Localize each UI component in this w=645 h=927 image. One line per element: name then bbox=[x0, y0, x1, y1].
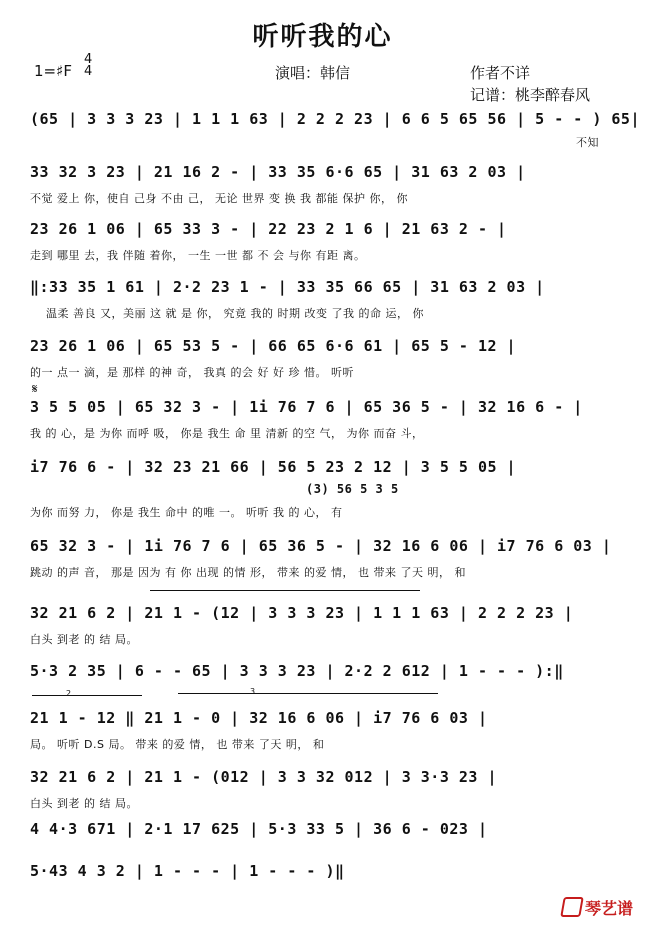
time-numerator: 4 bbox=[84, 52, 93, 67]
logo-icon bbox=[560, 897, 584, 917]
notation-row-9: 32 21 6 2 | 21 1 - (12 | 3 3 3 23 | 1 1 1 63 | 2 2 2 23 | bbox=[30, 604, 574, 622]
segno-icon: 𝄋 bbox=[32, 382, 38, 397]
volta-bracket-2 bbox=[32, 695, 142, 696]
notation-row-11: 21 1 - 12 ‖ 21 1 - 0 | 32 16 6 06 | i7 76 6 03 | bbox=[30, 709, 488, 727]
notation-row-6: 3 5 5 05 | 65 32 3 - | 1i 76 7 6 | 65 36 5 - | 32 16 6 - | bbox=[30, 398, 583, 416]
notation-row-10: 5·3 2 35 | 6 - - 65 | 3 3 3 23 | 2·2 2 612 | 1 - - - ):‖ bbox=[30, 662, 564, 680]
notation-row-3: 23 26 1 06 | 65 33 3 - | 22 23 2 1 6 | 21 63 2 - | bbox=[30, 220, 507, 238]
lyric-row-3: 走到 哪里 去，我 伴随 着你， 一生 一世 都 不 会 与你 有距 离。 bbox=[30, 249, 366, 262]
lyric-row-5: 的一 点一 滴，是 那样 的神 奇， 我真 的会 好 好 珍 惜。 听听 bbox=[30, 366, 354, 379]
notation-row-8: 65 32 3 - | 1i 76 7 6 | 65 36 5 - | 32 16 6 06 | i7 76 6 03 | bbox=[30, 537, 612, 555]
volta-bracket-1 bbox=[150, 590, 420, 591]
singer-credit: 演唱：韩信 bbox=[275, 64, 351, 82]
transcriber-credit: 记谱：桃李醉春风 bbox=[470, 86, 591, 104]
lyric-row-11: 局。 听听 D.S 局。 带来 的爱 情， 也 带来 了天 明， 和 bbox=[30, 738, 325, 751]
lyric-row-6: 我 的 心，是 为你 而呼 吸， 你是 我生 命 里 清新 的空 气， 为你 而奋 斗， bbox=[30, 427, 424, 440]
lyric-row-8: 跳动 的声 音， 那是 因为 有 你 出现 的情 形， 带来 的爱 情， 也 带来 了天 明， 和 bbox=[30, 566, 466, 579]
watermark-text: 琴艺谱 bbox=[584, 899, 633, 918]
volta-2-label: 2 bbox=[66, 689, 72, 698]
volta-bracket-3 bbox=[178, 693, 438, 694]
watermark-logo bbox=[562, 896, 633, 919]
lyric-row-2: 不觉 爱上 你，使自 己身 不由 己， 无论 世界 变 换 我 都能 保护 你， 你 bbox=[30, 192, 408, 205]
lyric-row-4: 温柔 善良 又，美丽 这 就 是 你， 究竟 我的 时期 改变 了我 的命 运， 你 bbox=[46, 307, 424, 320]
lyric-row-1: 不知 bbox=[576, 136, 599, 149]
composer-credit: 作者不详 bbox=[470, 64, 531, 82]
key-signature: 1=♯F bbox=[34, 62, 72, 80]
notation-row-14: 5·43 4 3 2 | 1 - - - | 1 - - - )‖ bbox=[30, 862, 345, 880]
notation-row-1: (65 | 3 3 3 23 | 1 1 1 63 | 2 2 2 23 | 6 6 5 65 56 | 5 - - ) 65| bbox=[30, 110, 640, 128]
page-title: 听听我的心 bbox=[252, 22, 393, 52]
notation-row-13: 4 4·3 671 | 2·1 17 625 | 5·3 33 5 | 36 6 - 023 | bbox=[30, 820, 488, 838]
alternate-notes: (3) 56 5 3 5 bbox=[306, 482, 399, 496]
notation-row-5: 23 26 1 06 | 65 53 5 - | 66 65 6·6 61 | 65 5 - 12 | bbox=[30, 337, 517, 355]
notation-row-4: ‖:33 35 1 61 | 2·2 23 1 - | 33 35 66 65 | 31 63 2 03 | bbox=[30, 278, 545, 296]
notation-row-2: 33 32 3 23 | 21 16 2 - | 33 35 6·6 65 | 31 63 2 03 | bbox=[30, 163, 526, 181]
time-denominator: 4 bbox=[84, 64, 93, 79]
volta-3-label: 3 bbox=[250, 687, 256, 696]
lyric-row-12: 白头 到老 的 结 局。 bbox=[30, 797, 138, 810]
time-signature bbox=[84, 54, 92, 78]
lyric-row-9: 白头 到老 的 结 局。 bbox=[30, 633, 138, 646]
notation-row-12: 32 21 6 2 | 21 1 - (012 | 3 3 32 012 | 3 3·3 23 | bbox=[30, 768, 498, 786]
lyric-row-7: 为你 而努 力， 你是 我生 命中 的唯 一。 听听 我 的 心， 有 bbox=[30, 506, 343, 519]
notation-row-7: i7 76 6 - | 32 23 21 66 | 56 5 23 2 12 | 3 5 5 05 | bbox=[30, 458, 517, 476]
